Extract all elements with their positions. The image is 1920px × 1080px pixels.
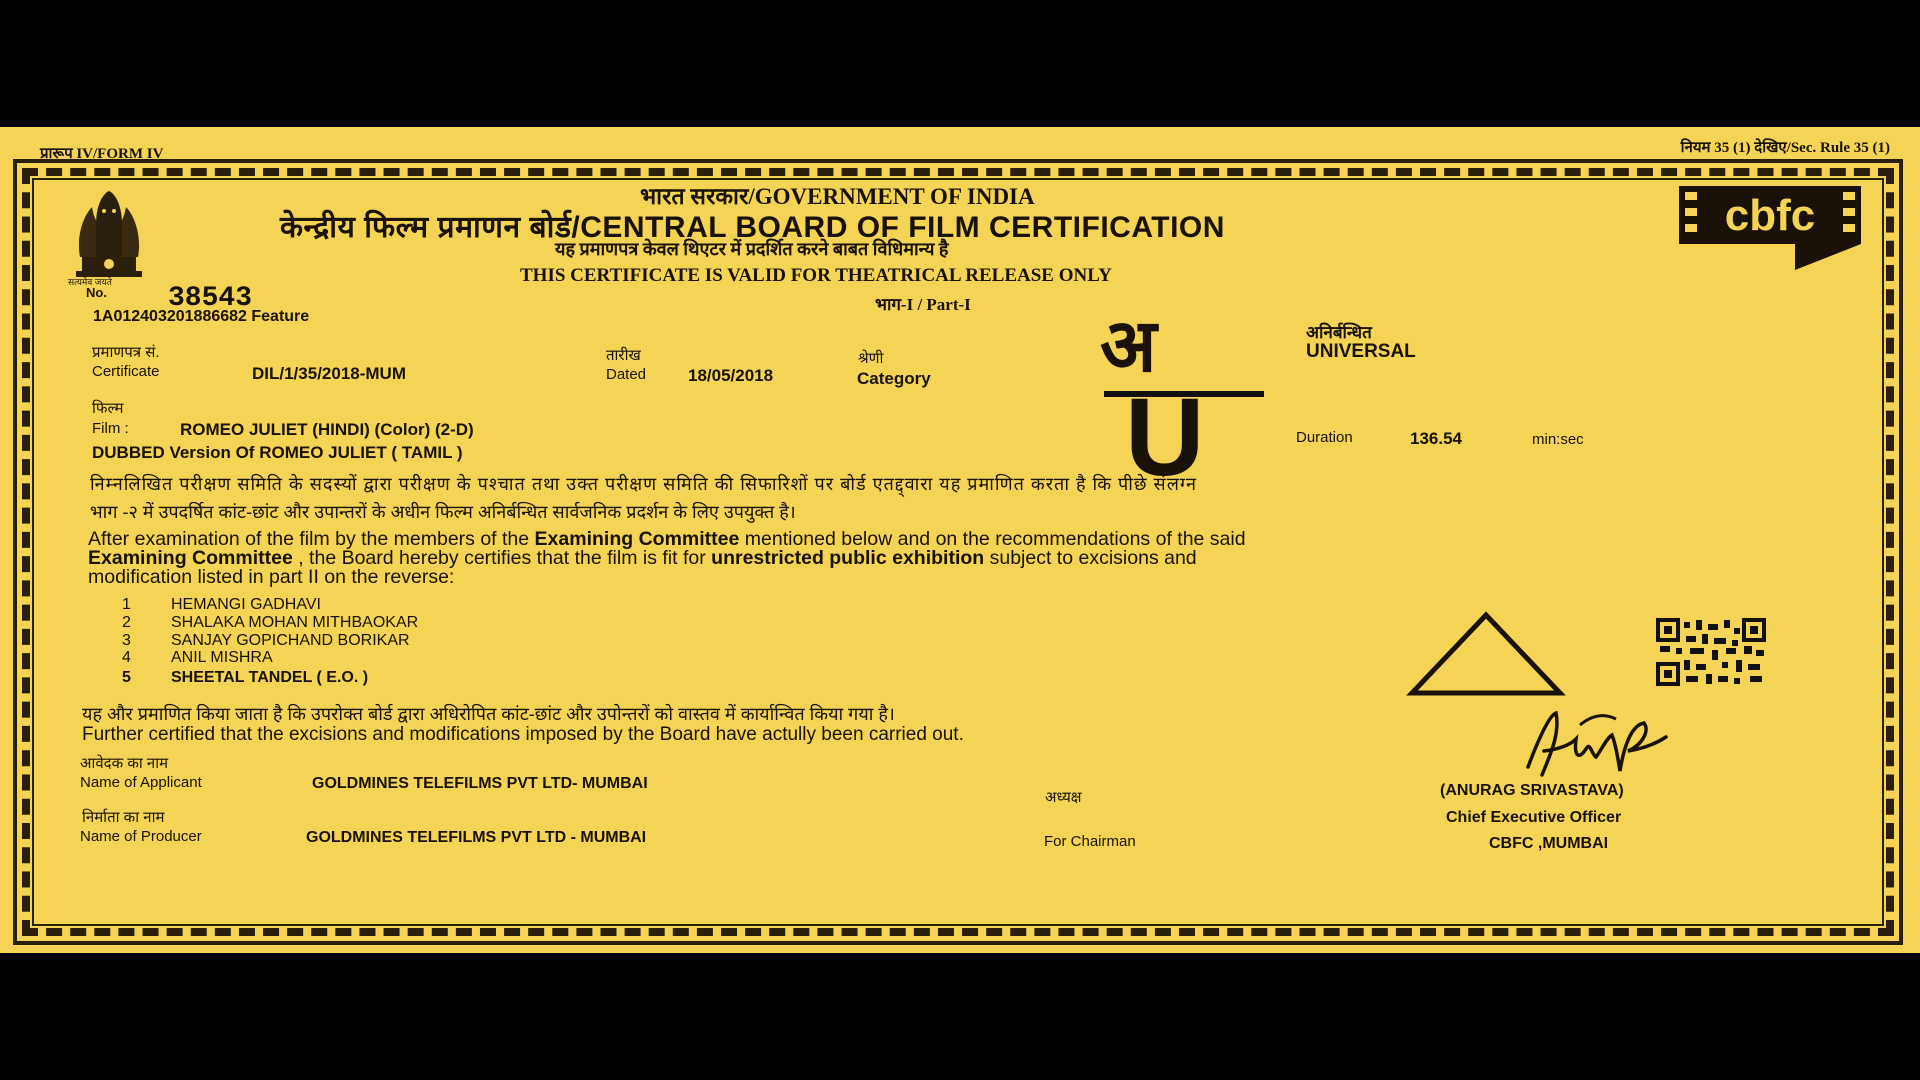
certification-hindi-line1: निम्नलिखित परीक्षण समिति के सदस्यों द्वारा परीक्षण के पश्चात तथा उक्त परीक्षण समिति की सिफारिशों पर बोर्ड एतद्द्वारा यह प्रमाणित करता है कि पीछे संलग्न bbox=[90, 474, 1197, 494]
date-label-hindi: तारीख bbox=[606, 347, 641, 364]
serial-reference: 1A012403201886682 Feature bbox=[93, 308, 310, 325]
producer-label: Name of Producer bbox=[80, 828, 202, 845]
member-name: SHEETAL TANDEL ( E.O. ) bbox=[171, 669, 369, 686]
category-label-hindi: श्रेणी bbox=[858, 350, 884, 367]
film-title: ROMEO JULIET (HINDI) (Color) (2-D) bbox=[180, 420, 474, 439]
certification-english-line1: After examination of the film by the members of the Examining Committee mentioned below and on the recommendations of the said bbox=[88, 528, 1246, 550]
signatory-name: (ANURAG SRIVASTAVA) bbox=[1440, 782, 1624, 799]
category-name-hindi: अनिर्बन्धित bbox=[1306, 323, 1372, 342]
category-label: Category bbox=[857, 369, 931, 388]
government-title: भारत सरकार/GOVERNMENT OF INDIA bbox=[640, 184, 1035, 209]
signature-icon bbox=[1520, 705, 1670, 785]
signatory-title: Chief Executive Officer bbox=[1446, 809, 1622, 826]
certification-english-line2: Examining Committee , the Board hereby certifies that the film is fit for unrestricted public exhibition subject to excisions and bbox=[88, 547, 1197, 569]
category-symbol-u: U bbox=[1125, 376, 1205, 499]
member-num: 3 bbox=[122, 632, 131, 649]
film-dubbed: DUBBED Version Of ROMEO JULIET ( TAMIL ) bbox=[92, 443, 463, 462]
serial-number: 38543 bbox=[168, 283, 253, 314]
member-name: SANJAY GOPICHAND BORIKAR bbox=[171, 632, 410, 649]
applicant-label-hindi: आवेदक का नाम bbox=[80, 755, 169, 772]
member-num: 1 bbox=[122, 596, 131, 613]
chairman-label-hindi: अध्यक्ष bbox=[1045, 789, 1082, 806]
validity-english: THIS CERTIFICATE IS VALID FOR THEATRICAL RELEASE ONLY bbox=[520, 265, 1112, 286]
signatory-office: CBFC ,MUMBAI bbox=[1489, 835, 1609, 852]
member-num: 2 bbox=[122, 614, 131, 631]
applicant-label: Name of Applicant bbox=[80, 774, 202, 791]
svg-text:cbfc: cbfc bbox=[1724, 191, 1816, 240]
serial-label: No. bbox=[86, 285, 107, 300]
rule-label: नियम 35 (1) देखिए/Sec. Rule 35 (1) bbox=[1680, 140, 1890, 156]
duration-value: 136.54 bbox=[1410, 429, 1462, 448]
qr-code-icon bbox=[1656, 618, 1766, 686]
date-label: Dated bbox=[606, 366, 647, 383]
further-english: Further certified that the excisions and modifications imposed by the Board have actully been carried out. bbox=[82, 724, 964, 745]
chairman-label: For Chairman bbox=[1044, 833, 1136, 850]
certificate-sheet bbox=[0, 127, 1920, 953]
validity-hindi: यह प्रमाणपत्र केवल थिएटर में प्रदर्शित करने बाबत विधिमान्य है bbox=[555, 239, 949, 259]
film-label-hindi: फिल्म bbox=[92, 400, 124, 417]
duration-label: Duration bbox=[1296, 429, 1353, 446]
applicant-name: GOLDMINES TELEFILMS PVT LTD- MUMBAI bbox=[312, 775, 648, 792]
certificate-label-hindi: प्रमाणपत्र सं. bbox=[92, 344, 160, 361]
producer-name: GOLDMINES TELEFILMS PVT LTD - MUMBAI bbox=[306, 829, 647, 846]
producer-label-hindi: निर्माता का नाम bbox=[82, 809, 165, 826]
date-value: 18/05/2018 bbox=[688, 366, 774, 385]
member-num: 5 bbox=[122, 669, 131, 686]
member-num: 4 bbox=[122, 649, 131, 666]
category-name: UNIVERSAL bbox=[1306, 341, 1416, 362]
certificate-number: DIL/1/35/2018-MUM bbox=[252, 364, 406, 383]
form-label: प्रारूप IV/FORM IV bbox=[40, 146, 164, 162]
member-name: HEMANGI GADHAVI bbox=[171, 596, 321, 613]
certification-hindi-line2: भाग -२ में उपदर्षित कांट-छांट और उपान्तरों के अधीन फिल्म अनिर्बन्धित सार्वजनिक प्रदर्शन के लिए उपयुक्त है। bbox=[90, 502, 796, 522]
member-name: ANIL MISHRA bbox=[171, 649, 273, 666]
part-label: भाग-I / Part-I bbox=[875, 295, 971, 314]
category-symbol-hindi: अ bbox=[1100, 304, 1157, 387]
further-hindi: यह और प्रमाणित किया जाता है कि उपरोक्त बोर्ड द्वारा अधिरोपित कांट-छांट और उपोन्तरों को वास्तव में कार्यान्वित किया गया है। bbox=[82, 704, 895, 724]
certification-english-line3: modification listed in part II on the reverse: bbox=[88, 566, 455, 588]
certificate-label: Certificate bbox=[92, 363, 160, 380]
cbfc-logo-icon bbox=[1675, 182, 1865, 272]
triangle-icon bbox=[1406, 611, 1566, 697]
member-name: SHALAKA MOHAN MITHBAOKAR bbox=[171, 614, 419, 631]
duration-unit: min:sec bbox=[1532, 431, 1584, 448]
board-title: केन्द्रीय फिल्म प्रमाणन बोर्ड/CENTRAL BOARD OF FILM CERTIFICATION bbox=[280, 211, 1225, 244]
film-label: Film : bbox=[92, 420, 129, 437]
emblem-motto: सत्यमेव जयते bbox=[68, 277, 112, 287]
